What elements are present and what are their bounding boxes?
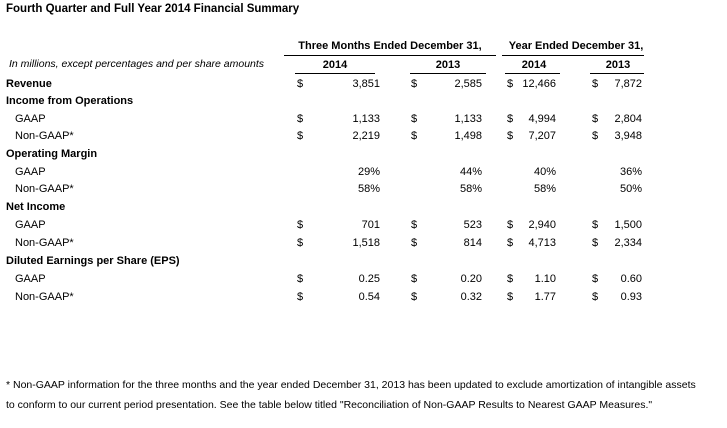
currency-symbol: $ xyxy=(592,291,599,303)
value-cell: 2,804 xyxy=(614,113,642,125)
row-label: GAAP xyxy=(15,166,46,178)
value-cell: 0.25 xyxy=(358,273,380,285)
currency-symbol: $ xyxy=(507,237,514,249)
value-cell: 7,207 xyxy=(528,130,556,142)
currency-symbol: $ xyxy=(411,273,418,285)
year-header-q-2013: 2013 xyxy=(435,59,461,71)
currency-symbol: $ xyxy=(411,291,418,303)
table-row xyxy=(0,95,727,112)
currency-symbol: $ xyxy=(297,237,304,249)
table-row xyxy=(0,201,727,218)
value-cell: 40% xyxy=(533,166,556,178)
section-label: Income from Operations xyxy=(6,95,134,107)
section-label: Diluted Earnings per Share (EPS) xyxy=(6,255,180,267)
currency-symbol: $ xyxy=(592,219,599,231)
year-header-q-2014: 2014 xyxy=(322,59,348,71)
table-row xyxy=(0,273,727,290)
section-label: Operating Margin xyxy=(6,148,98,160)
footnote-line-1: * Non-GAAP information for the three months and the year ended December 31, 2013 has been updated to exclude amortization of intangible assets xyxy=(6,379,696,391)
currency-symbol: $ xyxy=(411,130,418,142)
currency-symbol: $ xyxy=(297,113,304,125)
footnote xyxy=(6,376,722,415)
row-label: Non-GAAP* xyxy=(15,237,74,249)
year-rule-y-2013 xyxy=(590,73,644,74)
value-cell: 29% xyxy=(357,166,380,178)
currency-symbol: $ xyxy=(411,237,418,249)
currency-symbol: $ xyxy=(507,113,514,125)
table-row xyxy=(0,130,727,147)
value-cell: 0.60 xyxy=(620,273,642,285)
value-cell: 2,334 xyxy=(614,237,642,249)
currency-symbol: $ xyxy=(411,113,418,125)
currency-symbol: $ xyxy=(411,219,418,231)
table-row xyxy=(0,255,727,272)
value-cell: 1.10 xyxy=(534,273,556,285)
table-row xyxy=(0,183,727,200)
currency-symbol: $ xyxy=(592,130,599,142)
row-label: GAAP xyxy=(15,273,46,285)
header-rule-year xyxy=(502,55,644,56)
currency-symbol: $ xyxy=(411,78,418,90)
header-three-months: Three Months Ended December 31, xyxy=(298,40,482,52)
currency-symbol: $ xyxy=(507,78,514,90)
value-cell: 58% xyxy=(533,183,556,195)
value-cell: 814 xyxy=(463,237,482,249)
currency-symbol: $ xyxy=(297,291,304,303)
value-cell: 0.54 xyxy=(358,291,380,303)
table-row xyxy=(0,78,727,95)
value-cell: 7,872 xyxy=(614,78,642,90)
units-note: In millions, except percentages and per share amounts xyxy=(9,58,265,70)
section-label: Net Income xyxy=(6,201,66,213)
year-rule-q-2013 xyxy=(410,73,486,74)
value-cell: 1.77 xyxy=(534,291,556,303)
page-title: Fourth Quarter and Full Year 2014 Financial Summary xyxy=(6,3,300,15)
value-cell: 4,713 xyxy=(528,237,556,249)
row-label: Non-GAAP* xyxy=(15,130,74,142)
year-rule-y-2014 xyxy=(505,73,560,74)
currency-symbol: $ xyxy=(592,237,599,249)
value-cell: 1,500 xyxy=(614,219,642,231)
row-label: Non-GAAP* xyxy=(15,183,74,195)
value-cell: 523 xyxy=(463,219,482,231)
value-cell: 0.20 xyxy=(460,273,482,285)
value-cell: 58% xyxy=(459,183,482,195)
value-cell: 58% xyxy=(357,183,380,195)
value-cell: 2,219 xyxy=(352,130,380,142)
value-cell: 3,948 xyxy=(614,130,642,142)
currency-symbol: $ xyxy=(507,273,514,285)
value-cell: 4,994 xyxy=(528,113,556,125)
value-cell: 36% xyxy=(619,166,642,178)
currency-symbol: $ xyxy=(297,78,304,90)
value-cell: 1,498 xyxy=(454,130,482,142)
header-year: Year Ended December 31, xyxy=(508,40,644,52)
table-row xyxy=(0,219,727,236)
currency-symbol: $ xyxy=(507,219,514,231)
row-label: GAAP xyxy=(15,219,46,231)
currency-symbol: $ xyxy=(592,78,599,90)
currency-symbol: $ xyxy=(297,273,304,285)
value-cell: 12,466 xyxy=(522,78,556,90)
currency-symbol: $ xyxy=(592,273,599,285)
section-label: Revenue xyxy=(6,78,52,90)
currency-symbol: $ xyxy=(507,130,514,142)
value-cell: 701 xyxy=(361,219,380,231)
footnote-line-2: to conform to our current period presentation. See the table below titled "Reconciliation of Non-GAAP Results to Nearest GAAP Measures." xyxy=(6,398,653,411)
value-cell: 0.93 xyxy=(620,291,642,303)
header-rule-three-months xyxy=(284,55,496,56)
table-row xyxy=(0,148,727,165)
value-cell: 44% xyxy=(459,166,482,178)
value-cell: 1,133 xyxy=(454,113,482,125)
table-row xyxy=(0,291,727,308)
table-row xyxy=(0,166,727,183)
row-label: Non-GAAP* xyxy=(15,291,74,303)
currency-symbol: $ xyxy=(507,291,514,303)
row-label: GAAP xyxy=(15,113,46,125)
value-cell: 0.32 xyxy=(460,291,482,303)
value-cell: 2,940 xyxy=(528,219,556,231)
currency-symbol: $ xyxy=(297,219,304,231)
table-row xyxy=(0,113,727,130)
value-cell: 1,518 xyxy=(352,237,380,249)
currency-symbol: $ xyxy=(592,113,599,125)
year-header-y-2014: 2014 xyxy=(521,59,547,71)
value-cell: 2,585 xyxy=(454,78,482,90)
value-cell: 1,133 xyxy=(352,113,380,125)
year-rule-q-2014 xyxy=(295,73,375,74)
value-cell: 50% xyxy=(619,183,642,195)
value-cell: 3,851 xyxy=(352,78,380,90)
table-row xyxy=(0,237,727,254)
currency-symbol: $ xyxy=(297,130,304,142)
year-header-y-2013: 2013 xyxy=(605,59,631,71)
